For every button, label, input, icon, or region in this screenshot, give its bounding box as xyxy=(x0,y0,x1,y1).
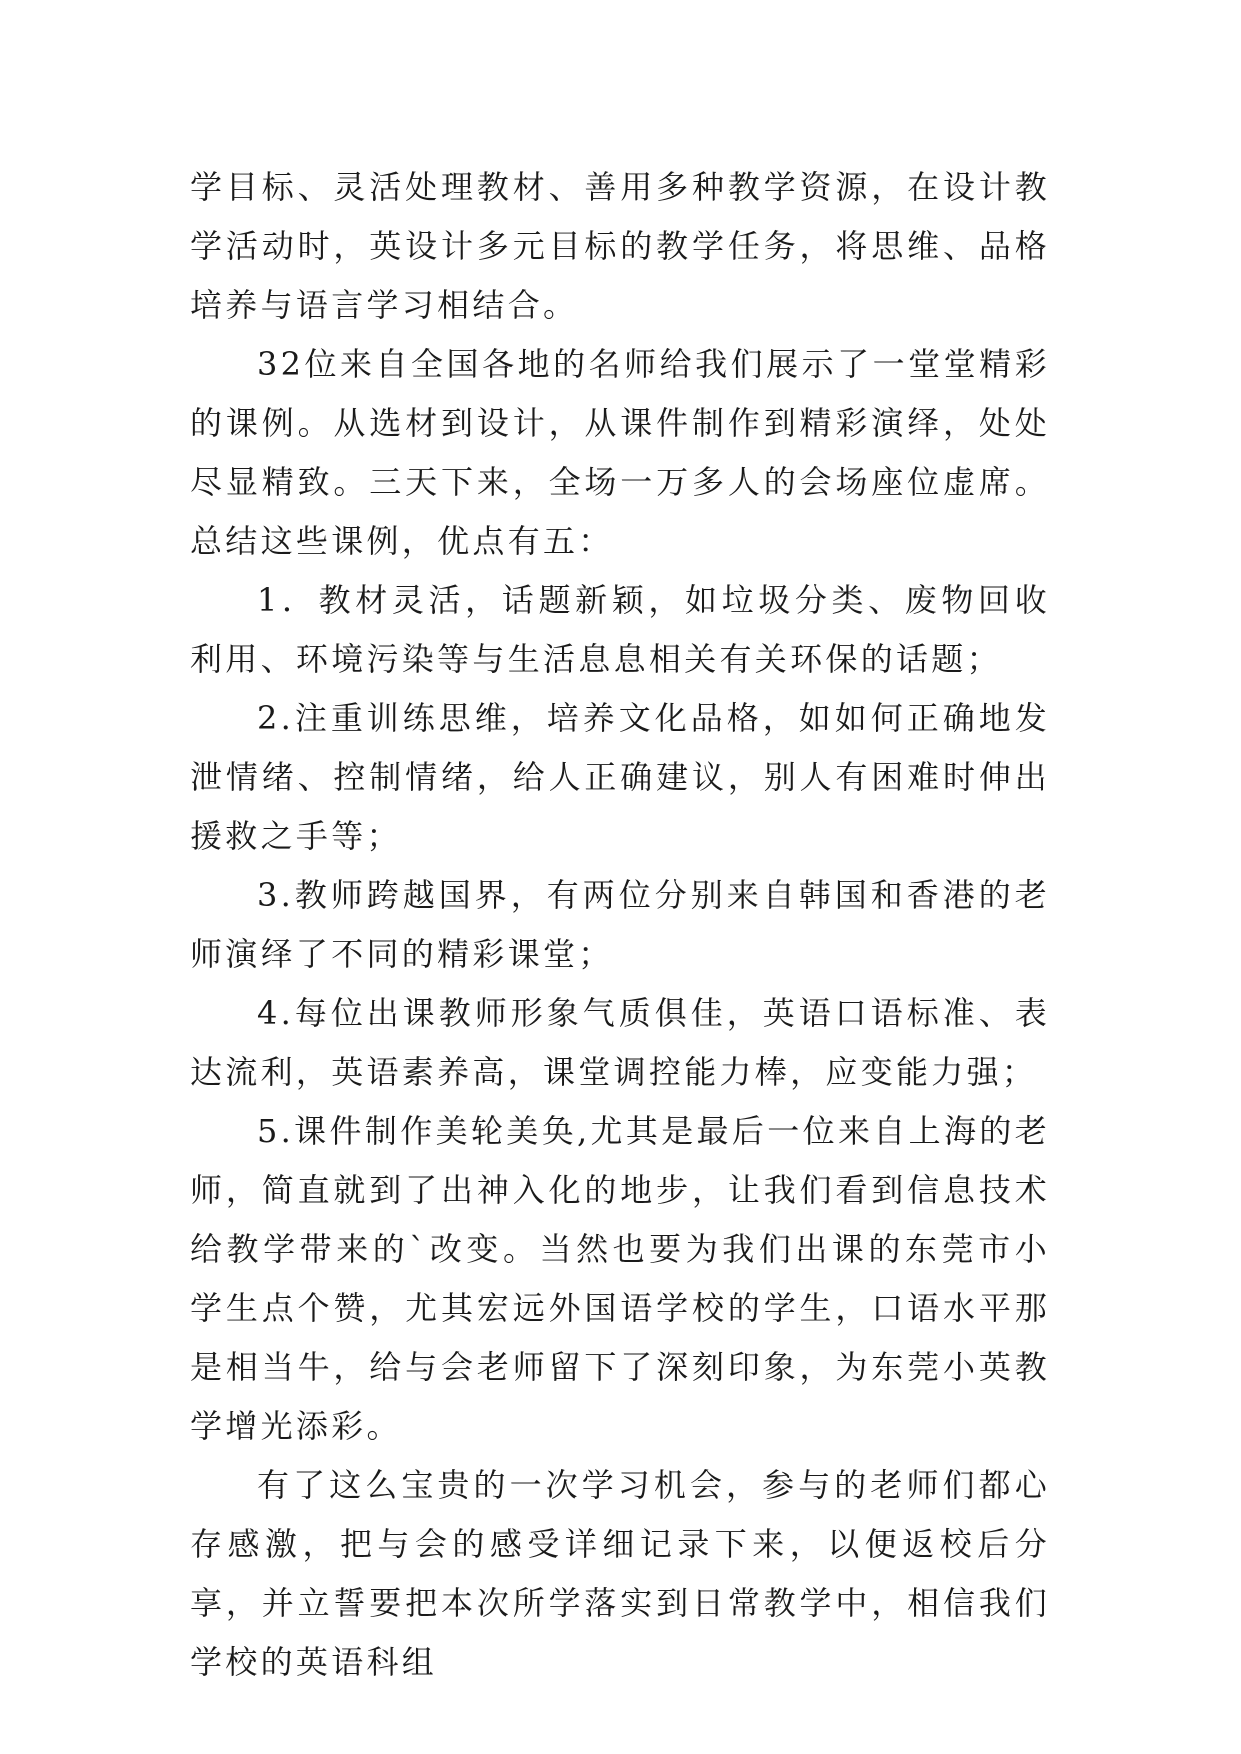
paragraph-point-4: 4.每位出课教师形象气质俱佳，英语口语标准、表达流利，英语素养高，课堂调控能力棒，应变能力强； xyxy=(190,994,1050,1091)
paragraph-summary-intro: 32位来自全国各地的名师给我们展示了一堂堂精彩的课例。从选材到设计，从课件制作到精彩演绎，处处尽显精致。三天下来，全场一万多人的会场座位虚席。总结这些课例，优点有五： xyxy=(190,345,1050,560)
paragraph-point-2: 2.注重训练思维，培养文化品格，如如何正确地发泄情绪、控制情绪，给人正确建议，别人有困难时伸出援救之手等； xyxy=(190,699,1050,855)
paragraph-continuation: 学目标、灵活处理教材、善用多种教学资源，在设计教学活动时，英设计多元目标的教学任务，将思维、品格培养与语言学习相结合。 xyxy=(190,168,1050,324)
paragraph-conclusion: 有了这么宝贵的一次学习机会，参与的老师们都心存感激，把与会的感受详细记录下来，以便返校后分享，并立誓要把本次所学落实到日常教学中，相信我们学校的英语科组 xyxy=(190,1466,1050,1681)
document-body xyxy=(190,158,1050,1692)
paragraph-point-5: 5.课件制作美轮美奂,尤其是最后一位来自上海的老师，简直就到了出神入化的地步，让我们看到信息技术给教学带来的`改变。当然也要为我们出课的东莞市小学生点个赞，尤其宏远外国语学校的学生，口语水平那是相当牛，给与会老师留下了深刻印象，为东莞小英教学增光添彩。 xyxy=(190,1112,1050,1445)
paragraph-point-1: 1．教材灵活，话题新颖，如垃圾分类、废物回收利用、环境污染等与生活息息相关有关环保的话题； xyxy=(190,581,1050,678)
paragraph-point-3: 3.教师跨越国界，有两位分别来自韩国和香港的老师演绎了不同的精彩课堂； xyxy=(190,876,1050,973)
